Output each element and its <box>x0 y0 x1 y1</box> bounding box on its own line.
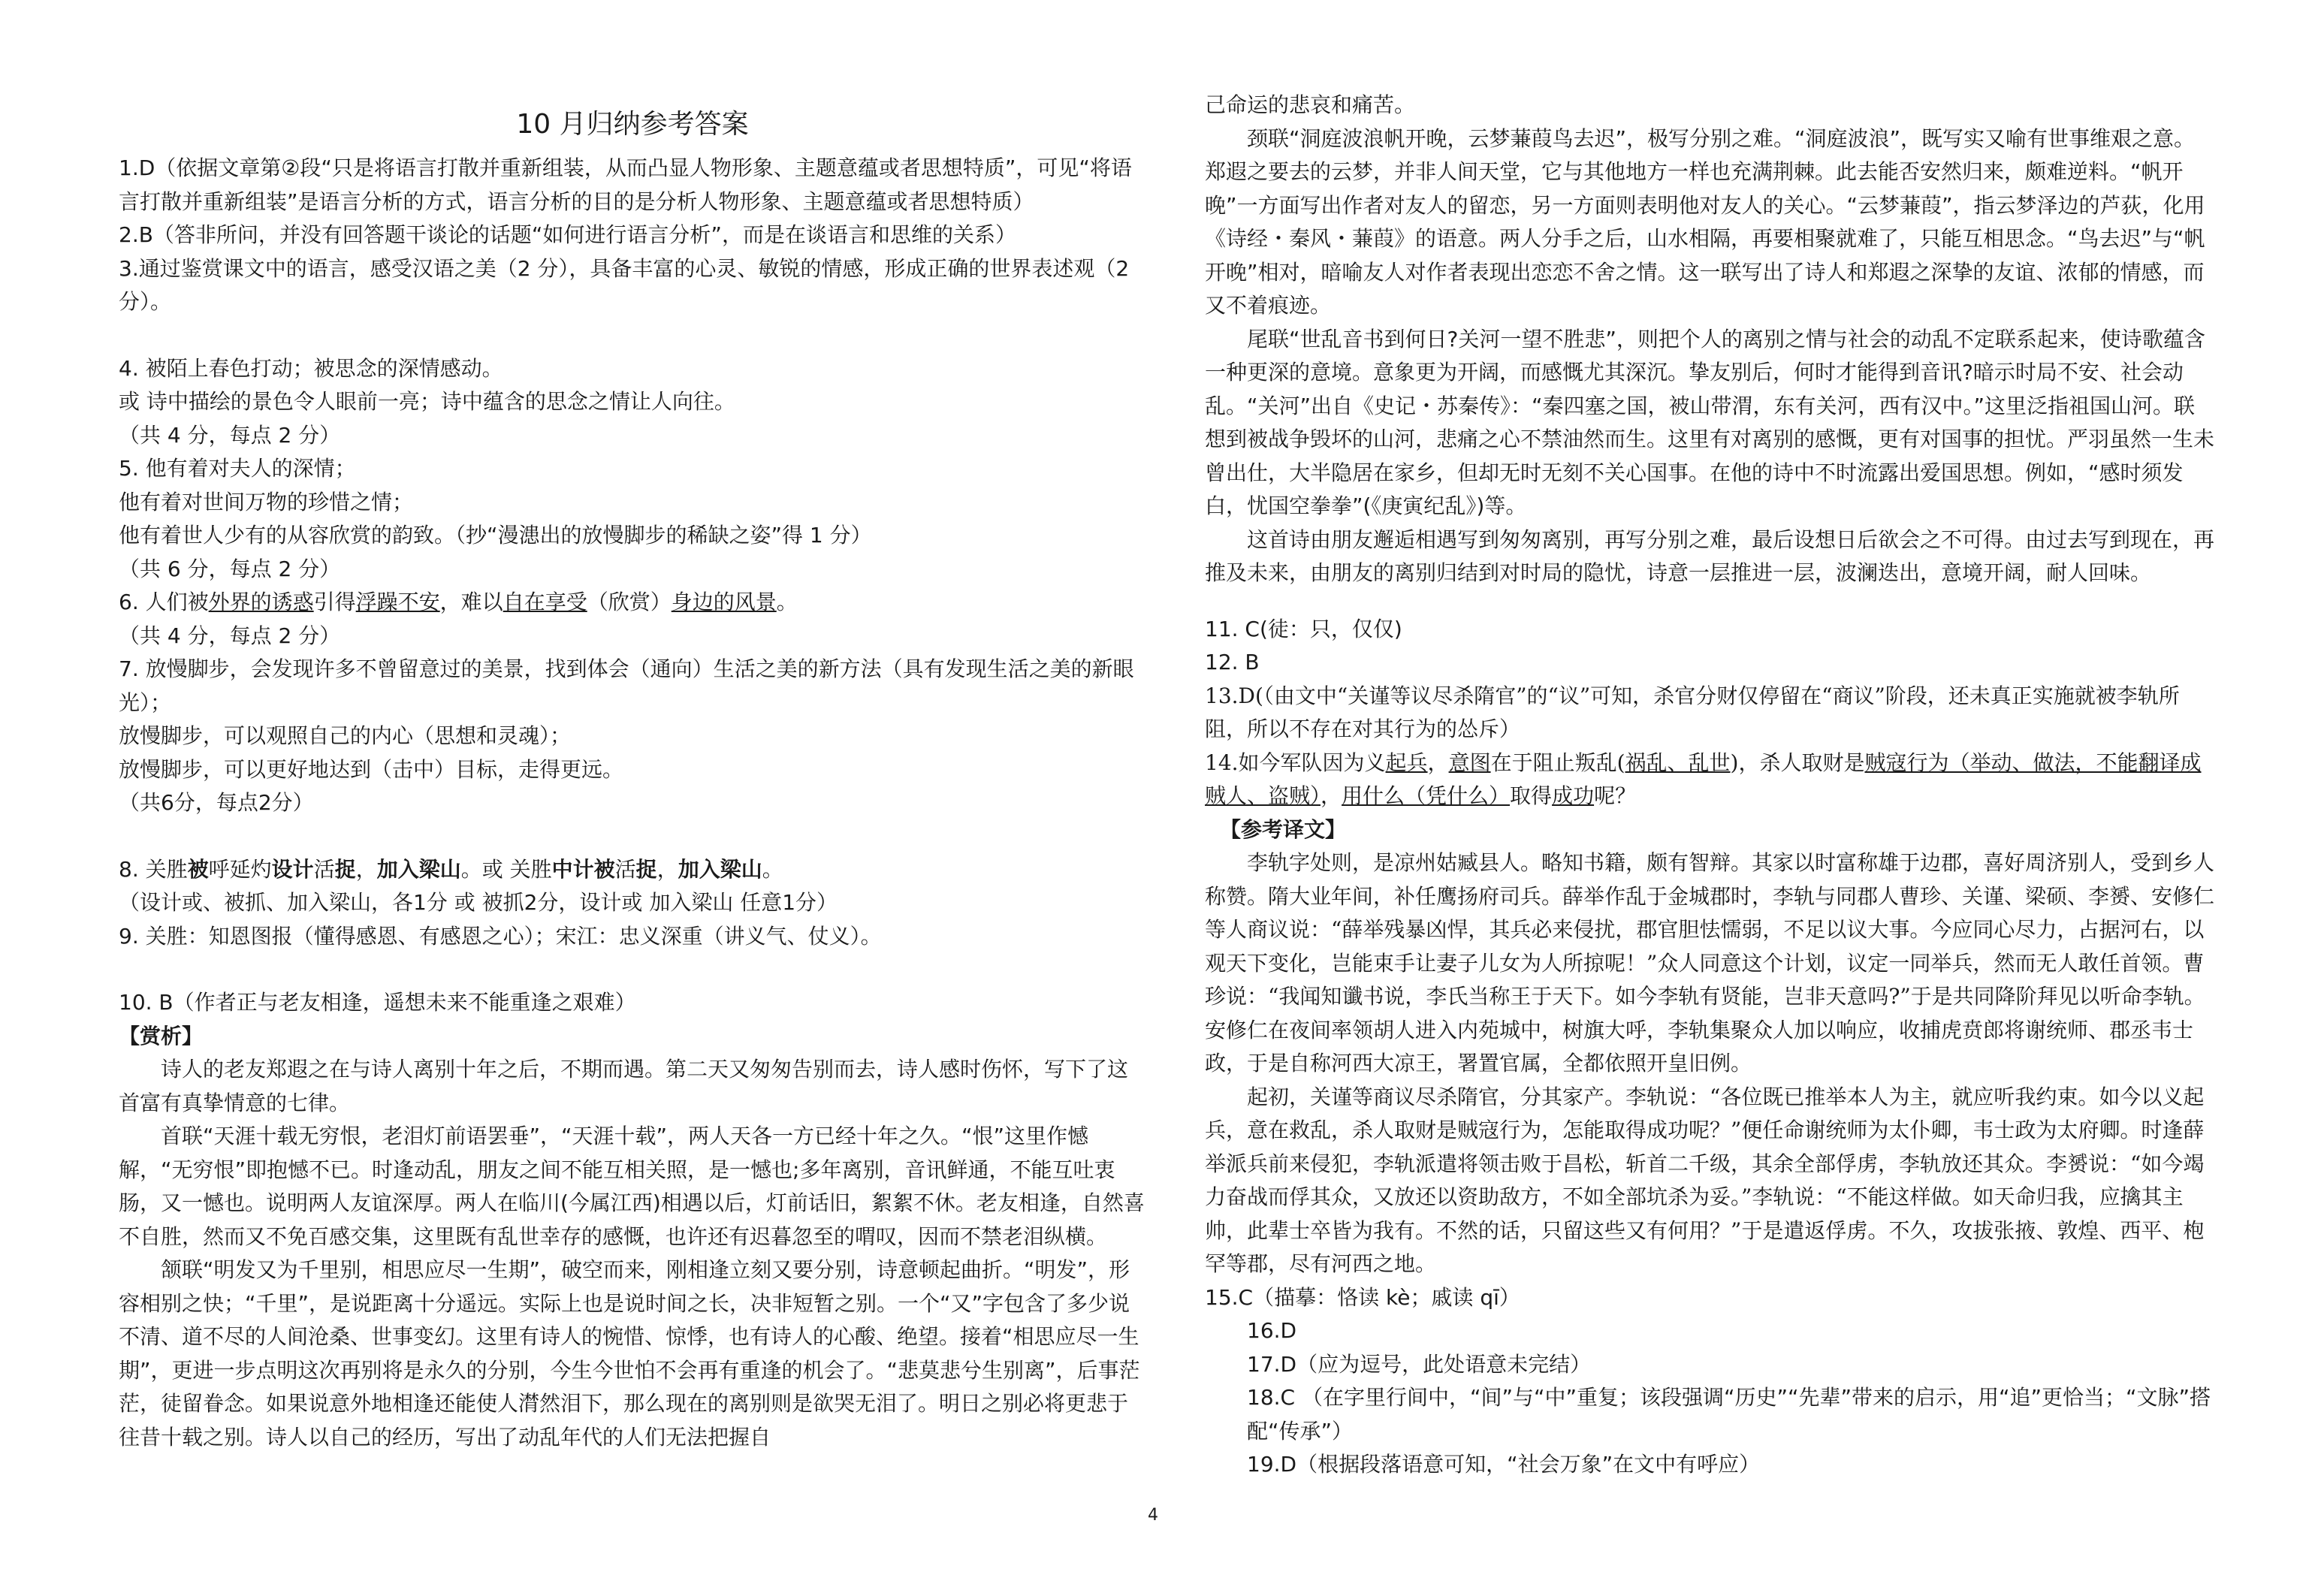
answer-6-score: （共 4 分，每点 2 分） <box>119 623 341 648</box>
appreciation-paragraph-6: 这首诗由朋友邂逅相遇写到匆匆离别，再写分别之难，最后设想日后欲会之不可得。由过去写到现在，再推及未来，由朋友的离别归结到对时局的隐忧，诗意一层推进一层，波澜迭出，意境开阔，耐人回味。 <box>1205 526 2215 585</box>
answer-8: 8. 关胜被呼延灼设计活捉，加入梁山。或 关胜中计被活捉，加入梁山。 <box>119 856 783 882</box>
appreciation-paragraph-3-end: 己命运的悲哀和痛苦。 <box>1205 92 1416 117</box>
answer-11: 11. C(徒：只，仅仅) <box>1205 616 1402 641</box>
answer-4-line-2: 或 诗中描绘的景色令人眼前一亮；诗中蕴含的思念之情让人向往。 <box>119 389 735 414</box>
answer-7-line-2: 放慢脚步，可以观照自己的内心（思想和灵魂）； <box>119 723 572 748</box>
answer-9: 9. 关胜：知恩图报（懂得感恩、有感恩之心）；宋江：忠义深重（讲义气、仗义）。 <box>119 923 882 949</box>
answer-5-score: （共 6 分，每点 2 分） <box>119 556 341 581</box>
answer-7-line-3: 放慢脚步，可以更好地达到（击中）目标，走得更远。 <box>119 756 624 782</box>
answer-18: 18.C （在字里行间中，“间”与“中”重复；该段强调“历史”“先辈”带来的启示，用“追”更恰当；“文脉”搭配“传承”） <box>1247 1385 2211 1444</box>
translation-paragraph-2: 起初，关谨等商议尽杀隋官，分其家产。李轨说：“各位既已推举本人为主，就应听我约束。如今以义起兵，意在救乱，杀人取财是贼寇行为，怎能取得成功呢？”便任命谢统师为太仆卿，韦士政为太府卿。时逢薛举派兵前来侵犯，李轨派遣将领击败于昌松，斩首二千级，其余全部俘虏，李轨放还其众。李赟说：“如今竭力奋战而俘其众，又放还以资助敌方，不如全部坑杀为妥。”李轨说：“不能这样做。如天命归我，应擒其主帅，此辈士卒皆为我有。不然的话，只留这些又有何用？”于是遣返俘虏。不久，攻拔张掖、敦煌、西平、枹罕等郡，尽有河西之地。 <box>1205 1084 2205 1276</box>
answer-10: 10. B（作者正与老友相逢，遥想未来不能重逢之艰难） <box>119 990 636 1015</box>
answer-5-line-3: 他有着世人少有的从容欣赏的韵致。（抄“漫漶出的放慢脚步的稀缺之姿”得 1 分） <box>119 523 872 548</box>
answer-4-score: （共 4 分，每点 2 分） <box>119 422 341 448</box>
answer-15: 15.C（描摹：恪读 kè；戚读 qī） <box>1205 1284 1520 1310</box>
appreciation-paragraph-4: 颈联“洞庭波浪帆开晚，云梦蒹葭鸟去迟”，极写分别之难。“洞庭波浪”，既写实又喻有世事维艰之意。郑遐之要去的云梦，并非人间天堂，它与其他地方一样也充满荆棘。此去能否安然归来，颇难逆料。“帆开晚”一方面写出作者对友人的留恋，另一方面则表明他对友人的关心。“云梦蒹葭”，指云梦泽边的芦荻，化用《诗经・秦风・蒹葭》的语意。两人分手之后，山水相隔，再要相聚就难了，只能互相思念。“鸟去迟”与“帆开晚”相对，暗喻友人对作者表现出恋恋不舍之情。这一联写出了诗人和郑遐之深挚的友谊、浓郁的情感，而又不着痕迹。 <box>1205 125 2205 318</box>
answer-5-line-1: 5. 他有着对夫人的深情； <box>119 456 356 481</box>
appreciation-paragraph-2: 首联“天涯十载无穷恨，老泪灯前语罢垂”，“天涯十载”，两人天各一方已经十年之久。“恨”这里作憾解，“无穷恨”即抱憾不已。时逢动乱，朋友之间不能互相关照，是一憾也;多年离别，音讯鲜通，不能互吐衷肠，又一憾也。说明两人友谊深厚。两人在临川(今属江西)相遇以后，灯前话旧，絮絮不休。老友相逢，自然喜不自胜，然而又不免百感交集，这里既有乱世幸存的感慨，也许还有迟暮忽至的喟叹，因而不禁老泪纵横。 <box>119 1124 1145 1249</box>
appreciation-paragraph-3: 颔联“明发又为千里别，相思应尽一生期”，破空而来，刚相逢立刻又要分别，诗意顿起曲折。“明发”，形容相别之快；“千里”，是说距离十分遥远。实际上也是说时间之长，决非短暂之别。一个“又”字包含了多少说不清、道不尽的人间沧桑、世事变幻。这里有诗人的惋惜、惊悸，也有诗人的心酸、绝望。接着“相思应尽一生期”，更进一步点明这次再别将是永久的分别，今生今世怕不会再有重逢的机会了。“悲莫悲兮生别离”，后事茫茫，徒留眷念。如果说意外地相逢还能使人潸然泪下，那么现在的离别则是欲哭无泪了。明日之别必将更悲于往昔十载之别。诗人以自己的经历，写出了动乱年代的人们无法把握自 <box>119 1257 1140 1450</box>
translation-paragraph-1: 李轨字处则，是凉州姑臧县人。略知书籍，颇有智辩。其家以时富称雄于边郡，喜好周济别人，受到乡人称赞。隋大业年间，补任鹰扬府司兵。薛举作乱于金城郡时，李轨与同郡人曹珍、关谨、梁硕、李赟、安修仁等人商议说：“薛举残暴凶悍，其兵必来侵扰，郡官胆怯懦弱，不足以议大事。今应同心尽力，占据河右，以观天下变化，岂能束手让妻子儿女为人所掠呢！”众人同意这个计划，议定一同举兵，然而无人敢任首领。曹珍说：“我闻知谶书说，李氏当称王于天下。如今李轨有贤能，岂非天意吗?”于是共同降阶拜见以听命李轨。安修仁在夜间率领胡人进入内苑城中，树旗大呼，李轨集聚众人加以响应，收捕虎贲郎将谢统师、郡丞韦士政，于是自称河西大凉王，署置官属，全都依照开皇旧例。 <box>1205 850 2215 1076</box>
answer-6: 6. 人们被外界的诱惑引得浮躁不安，难以自在享受（欣赏）身边的风景。 <box>119 590 798 614</box>
appreciation-paragraph-1: 诗人的老友郑遐之在与诗人离别十年之后，不期而遇。第二天又匆匆告别而去，诗人感时伤怀，写下了这首富有真挚情意的七律。 <box>119 1057 1129 1115</box>
answer-12: 12. B <box>1205 650 1260 674</box>
answer-3: 3.通过鉴赏课文中的语言，感受汉语之美（2 分），具备丰富的心灵、敏锐的情感，形成正确的世界表述观（2 分）。 <box>119 255 1130 314</box>
answer-2: 2.B（答非所问，并没有回答题干谈论的话题“如何进行语言分析”，而是在谈语言和思维的关系） <box>119 222 1016 247</box>
answer-1: 1.D（依据文章第②段“只是将语言打散并重新组装，从而凸显人物形象、主题意蕴或者思想特质”，可见“将语言打散并重新组装”是语言分析的方式，语言分析的目的是分析人物形象、主题意蕴或者思想特质） <box>119 155 1132 214</box>
answer-5-line-2: 他有着对世间万物的珍惜之情； <box>119 489 414 514</box>
answer-13: 13.D(（由文中“关谨等议尽杀隋官”的“议”可知，杀官分财仅停留在“商议”阶段，还未真正实施就被李轨所阻，所以不存在对其行为的怂斥） <box>1205 683 2180 741</box>
right-column <box>1205 89 2216 1482</box>
reference-translation-heading: 【参考译文】 <box>1220 816 1347 842</box>
appreciation-paragraph-5: 尾联“世乱音书到何日?关河一望不胜悲”，则把个人的离别之情与社会的动乱不定联系起来，使诗歌蕴含一种更深的意境。意象更为开阔，而感慨尤其深沉。挚友别后，何时才能得到音讯?暗示时局不安、社会动乱。“关河”出自《史记・苏秦传》：“秦四塞之国，被山带渭，东有关河，西有汉中。”这里泛指祖国山河。联想到被战争毁坏的山河，悲痛之心不禁油然而生。这里有对离别的感慨，更有对国事的担忧。严羽虽然一生未曾出仕，大半隐居在家乡，但却无时无刻不关心国事。在他的诗中不时流露出爱国思想。例如，“感时须发白，忧国空拳拳”(《庚寅纪乱》)等。 <box>1205 326 2215 518</box>
answer-17: 17.D（应为逗号，此处语意未完结） <box>1247 1351 1592 1377</box>
answer-14: 14.如今军队因为义起兵，意图在于阻止叛乱(祸乱、乱世)，杀人取财是贼寇行为（举动、做法，不能翻译成贼人、盗贼），用什么（凭什么）取得成功呢？ <box>1205 750 2202 808</box>
answer-19: 19.D（根据段落语意可知，“社会万象”在文中有呼应） <box>1247 1452 1761 1477</box>
answer-7-score: （共6分，每点2分） <box>119 790 314 815</box>
answer-4-line-1: 4. 被陌上春色打动；被思念的深情感动。 <box>119 355 503 381</box>
appreciation-heading: 【赏析】 <box>119 1023 204 1048</box>
page-number: 4 <box>1148 1506 1158 1525</box>
left-column <box>119 75 1146 1454</box>
answer-8-score: （设计或、被抓、加入梁山，各1分 或 被抓2分，设计或 加入梁山 任意1分） <box>119 890 838 915</box>
document-title: 10 月归纳参考答案 <box>516 109 749 140</box>
answer-16: 16.D <box>1247 1318 1297 1343</box>
answer-7-line-1: 7. 放慢脚步，会发现许多不曾留意过的美景，找到体会（通向）生活之美的新方法（具有发现生活之美的新眼光）； <box>119 656 1134 715</box>
